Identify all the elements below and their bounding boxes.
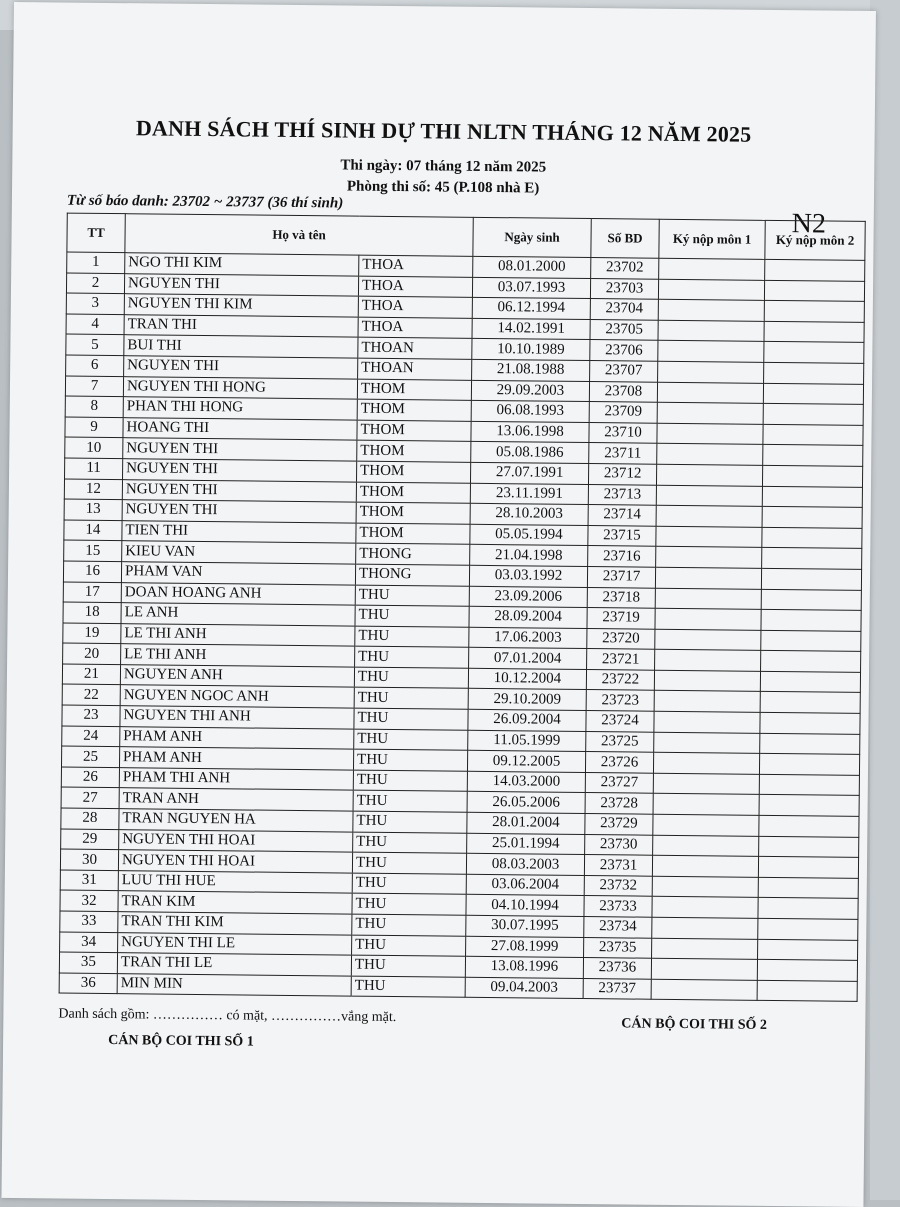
date-of-birth: 21.04.1998 — [470, 545, 588, 567]
candidate-number: 23730 — [585, 834, 653, 855]
given-name: THU — [352, 914, 466, 936]
sign-cell-2 — [759, 795, 859, 817]
family-middle-name: TRAN THI LE — [117, 953, 351, 976]
candidate-table — [59, 213, 866, 1003]
header-tt: TT — [67, 213, 125, 253]
row-number: 19 — [63, 623, 121, 644]
sign-cell-2 — [760, 671, 860, 693]
sign-cell-2 — [764, 321, 864, 343]
sign-cell-2 — [758, 918, 858, 940]
attendance-summary: Danh sách gồm: …………… có mặt, ……………vắng mặt. — [58, 1006, 397, 1026]
sign-cell-1 — [655, 588, 761, 610]
date-of-birth: 26.09.2004 — [468, 709, 586, 731]
row-number: 36 — [59, 973, 117, 994]
sign-cell-1 — [652, 938, 758, 960]
candidate-number: 23736 — [583, 958, 651, 979]
family-middle-name: NGUYEN THI — [122, 479, 356, 502]
sign-cell-1 — [658, 299, 764, 321]
background-wall-right — [870, 0, 900, 1200]
candidate-number: 23727 — [585, 772, 653, 793]
family-middle-name: NGUYEN THI HONG — [123, 376, 357, 399]
candidate-number: 23733 — [584, 896, 652, 917]
date-of-birth: 05.08.1986 — [471, 442, 589, 464]
given-name: THOM — [357, 399, 471, 421]
date-of-birth: 28.10.2003 — [470, 503, 588, 525]
header-dob: Ngày sinh — [473, 217, 591, 257]
sign-cell-2 — [761, 630, 861, 652]
row-number: 12 — [64, 479, 122, 500]
candidate-number: 23717 — [587, 566, 655, 587]
family-middle-name: PHAN THI HONG — [123, 397, 357, 420]
row-number: 33 — [60, 911, 118, 932]
family-middle-name: TRAN THI — [124, 314, 358, 337]
row-number: 1 — [67, 252, 125, 273]
family-middle-name: HOANG THI — [123, 417, 357, 440]
sign-cell-1 — [658, 341, 764, 363]
row-number: 20 — [63, 643, 121, 664]
sign-cell-1 — [658, 320, 764, 342]
family-middle-name: NGUYEN THI — [123, 459, 357, 482]
sign-cell-2 — [762, 486, 862, 508]
family-middle-name: PHAM ANH — [120, 726, 354, 749]
header-sign-1: Ký nộp môn 1 — [659, 219, 765, 259]
paper-sheet — [1, 2, 875, 1207]
row-number: 22 — [62, 685, 120, 706]
date-of-birth: 07.01.2004 — [469, 648, 587, 670]
exam-date: Thi ngày: 07 tháng 12 năm 2025 — [340, 157, 547, 176]
candidate-number: 23722 — [586, 669, 654, 690]
family-middle-name: NGUYEN THI LE — [118, 932, 352, 955]
family-middle-name: DOAN HOANG ANH — [121, 582, 355, 605]
family-middle-name: NGO THI KIM — [125, 253, 359, 276]
sign-cell-2 — [758, 939, 858, 961]
sign-cell-2 — [760, 692, 860, 714]
sign-cell-2 — [757, 960, 857, 982]
family-middle-name: LE THI ANH — [121, 644, 355, 667]
date-of-birth: 27.07.1991 — [471, 462, 589, 484]
given-name: THU — [353, 791, 467, 813]
date-of-birth: 13.06.1998 — [471, 421, 589, 443]
given-name: THOAN — [358, 337, 472, 359]
given-name: THOM — [356, 461, 470, 483]
sign-cell-2 — [758, 877, 858, 899]
given-name: THU — [354, 667, 468, 689]
sign-cell-2 — [762, 465, 862, 487]
candidate-number: 23731 — [584, 855, 652, 876]
row-number: 7 — [65, 376, 123, 397]
sign-cell-1 — [651, 958, 757, 980]
given-name: THU — [353, 770, 467, 792]
date-of-birth: 17.06.2003 — [469, 627, 587, 649]
family-middle-name: NGUYEN THI — [122, 500, 356, 523]
sign-cell-2 — [760, 733, 860, 755]
date-of-birth: 14.03.2000 — [467, 771, 585, 793]
sign-cell-2 — [764, 362, 864, 384]
sign-cell-2 — [763, 424, 863, 446]
date-of-birth: 27.08.1999 — [466, 936, 584, 958]
sign-cell-2 — [765, 259, 865, 281]
row-number: 29 — [61, 829, 119, 850]
family-middle-name: LE THI ANH — [121, 623, 355, 646]
date-of-birth: 06.08.1993 — [471, 400, 589, 422]
sign-cell-1 — [653, 794, 759, 816]
sign-cell-2 — [762, 506, 862, 528]
handwritten-mark: N2 — [791, 208, 827, 240]
candidate-number: 23709 — [589, 402, 657, 423]
family-middle-name: NGUYEN THI HOAI — [119, 829, 353, 852]
table-body — [59, 252, 865, 1002]
date-of-birth: 08.03.2003 — [466, 854, 584, 876]
candidate-number: 23725 — [586, 731, 654, 752]
invigilator-2-label: CÁN BỘ COI THI SỐ 2 — [621, 1016, 768, 1033]
family-middle-name: NGUYEN ANH — [120, 665, 354, 688]
sign-cell-2 — [761, 568, 861, 590]
family-middle-name: PHAM ANH — [119, 747, 353, 770]
sign-cell-1 — [654, 670, 760, 692]
date-of-birth: 03.06.2004 — [466, 874, 584, 896]
given-name: THOA — [358, 317, 472, 339]
exam-room: Phòng thi số: 45 (P.108 nhà E) — [346, 178, 540, 197]
candidate-number: 23703 — [590, 278, 658, 299]
date-of-birth: 28.09.2004 — [469, 606, 587, 628]
family-middle-name: BUI THI — [124, 335, 358, 358]
family-middle-name: PHAM THI ANH — [119, 767, 353, 790]
sign-cell-1 — [655, 608, 761, 630]
given-name: THU — [355, 605, 469, 627]
candidate-number: 23719 — [587, 608, 655, 629]
given-name: THU — [353, 749, 467, 771]
header-sbd: Số BD — [591, 219, 659, 259]
given-name: THU — [354, 708, 468, 730]
candidate-number: 23728 — [585, 793, 653, 814]
row-number: 32 — [60, 890, 118, 911]
family-middle-name: NGUYEN THI HOAI — [118, 850, 352, 873]
sign-cell-1 — [657, 402, 763, 424]
given-name: THOA — [359, 255, 473, 277]
sign-cell-2 — [764, 280, 864, 302]
given-name: THOM — [357, 420, 471, 442]
sign-cell-2 — [759, 815, 859, 837]
row-number: 31 — [60, 870, 118, 891]
sign-cell-2 — [759, 754, 859, 776]
candidate-number: 23702 — [591, 258, 659, 279]
family-middle-name: NGUYEN THI KIM — [124, 294, 358, 317]
candidate-number: 23737 — [583, 978, 651, 999]
row-number: 11 — [65, 458, 123, 479]
date-of-birth: 03.03.1992 — [469, 565, 587, 587]
given-name: THU — [355, 646, 469, 668]
candidate-number: 23711 — [589, 443, 657, 464]
row-number: 28 — [61, 808, 119, 829]
family-middle-name: TRAN KIM — [118, 891, 352, 914]
sign-cell-1 — [653, 752, 759, 774]
row-number: 2 — [66, 273, 124, 294]
sign-cell-1 — [659, 258, 765, 280]
sign-cell-2 — [761, 609, 861, 631]
given-name: THU — [354, 688, 468, 710]
candidate-number: 23704 — [590, 299, 658, 320]
candidate-number: 23713 — [588, 484, 656, 505]
given-name: THU — [353, 832, 467, 854]
date-of-birth: 10.12.2004 — [468, 668, 586, 690]
sign-cell-1 — [658, 279, 764, 301]
candidate-number: 23716 — [588, 546, 656, 567]
row-number: 4 — [66, 314, 124, 335]
family-middle-name: NGUYEN THI — [124, 273, 358, 296]
given-name: THU — [353, 811, 467, 833]
given-name: THU — [352, 873, 466, 895]
sign-cell-2 — [757, 980, 857, 1002]
header-sign-2: Ký nộp môn 2 — [765, 220, 865, 260]
sign-cell-2 — [761, 651, 861, 673]
candidate-number: 23732 — [584, 875, 652, 896]
family-middle-name: LUU THI HUE — [118, 870, 352, 893]
family-middle-name: NGUYEN THI ANH — [120, 706, 354, 729]
date-of-birth: 13.08.1996 — [465, 956, 583, 978]
candidate-number: 23729 — [585, 814, 653, 835]
row-number: 26 — [61, 767, 119, 788]
sign-cell-2 — [764, 342, 864, 364]
sign-cell-1 — [655, 650, 761, 672]
date-of-birth: 09.12.2005 — [467, 751, 585, 773]
date-of-birth: 23.09.2006 — [469, 586, 587, 608]
date-of-birth: 03.07.1993 — [472, 277, 590, 299]
row-number: 18 — [63, 602, 121, 623]
sign-cell-1 — [653, 814, 759, 836]
sign-cell-2 — [762, 548, 862, 570]
sign-cell-2 — [758, 898, 858, 920]
candidate-number: 23714 — [588, 505, 656, 526]
date-of-birth: 21.08.1988 — [472, 359, 590, 381]
invigilator-1-label: CÁN BỘ COI THI SỐ 1 — [108, 1033, 254, 1050]
sign-cell-1 — [656, 464, 762, 486]
sign-cell-1 — [658, 361, 764, 383]
family-middle-name: MIN MIN — [117, 973, 351, 996]
row-number: 14 — [64, 520, 122, 541]
row-number: 13 — [64, 499, 122, 520]
candidate-number: 23723 — [586, 690, 654, 711]
row-number: 27 — [61, 787, 119, 808]
row-number: 17 — [63, 582, 121, 603]
row-number: 15 — [64, 540, 122, 561]
row-number: 21 — [62, 664, 120, 685]
family-middle-name: TRAN NGUYEN HA — [119, 809, 353, 832]
sign-cell-1 — [652, 897, 758, 919]
given-name: THONG — [355, 564, 469, 586]
row-number: 8 — [65, 396, 123, 417]
sign-cell-2 — [763, 383, 863, 405]
row-number: 3 — [66, 293, 124, 314]
candidate-number: 23715 — [588, 525, 656, 546]
sign-cell-2 — [764, 301, 864, 323]
date-of-birth: 28.01.2004 — [467, 812, 585, 834]
sign-cell-2 — [758, 857, 858, 879]
sign-cell-2 — [759, 774, 859, 796]
candidate-number: 23726 — [585, 752, 653, 773]
row-number: 34 — [60, 932, 118, 953]
given-name: THOM — [357, 440, 471, 462]
sign-cell-1 — [655, 567, 761, 589]
date-of-birth: 06.12.1994 — [472, 298, 590, 320]
date-of-birth: 25.01.1994 — [467, 833, 585, 855]
given-name: THOM — [357, 379, 471, 401]
sign-cell-1 — [654, 691, 760, 713]
header-name: Họ và tên — [125, 214, 473, 257]
candidate-number: 23724 — [586, 711, 654, 732]
sign-cell-1 — [652, 876, 758, 898]
sign-cell-1 — [653, 835, 759, 857]
candidate-number: 23710 — [589, 422, 657, 443]
given-name: THU — [355, 626, 469, 648]
date-of-birth: 05.05.1994 — [470, 524, 588, 546]
candidate-number: 23734 — [584, 917, 652, 938]
family-middle-name: TRAN ANH — [119, 788, 353, 811]
sign-cell-1 — [652, 917, 758, 939]
given-name: THOM — [356, 482, 470, 504]
date-of-birth: 23.11.1991 — [470, 483, 588, 505]
sign-cell-1 — [653, 773, 759, 795]
candidate-number: 23706 — [590, 340, 658, 361]
row-number: 23 — [62, 705, 120, 726]
date-of-birth: 14.02.1991 — [472, 318, 590, 340]
sign-cell-1 — [651, 979, 757, 1001]
given-name: THU — [352, 852, 466, 874]
sign-cell-1 — [657, 382, 763, 404]
sign-cell-2 — [761, 589, 861, 611]
family-middle-name: PHAM VAN — [121, 562, 355, 585]
given-name: THOA — [358, 276, 472, 298]
sign-cell-2 — [759, 836, 859, 858]
candidate-number: 23720 — [587, 628, 655, 649]
sign-cell-2 — [763, 404, 863, 426]
candidate-number: 23708 — [589, 381, 657, 402]
given-name: THONG — [356, 543, 470, 565]
family-middle-name: TIEN THI — [122, 520, 356, 543]
date-of-birth: 30.07.1995 — [466, 915, 584, 937]
row-number: 24 — [62, 726, 120, 747]
date-of-birth: 09.04.2003 — [465, 977, 583, 999]
family-middle-name: TRAN THI KIM — [118, 912, 352, 935]
sign-cell-1 — [656, 505, 762, 527]
sign-cell-1 — [654, 732, 760, 754]
sign-cell-2 — [760, 712, 860, 734]
candidate-number: 23721 — [587, 649, 655, 670]
sign-cell-2 — [762, 527, 862, 549]
sign-cell-1 — [655, 629, 761, 651]
sign-cell-1 — [654, 711, 760, 733]
sign-cell-1 — [656, 485, 762, 507]
date-of-birth: 04.10.1994 — [466, 895, 584, 917]
sign-cell-1 — [656, 547, 762, 569]
date-of-birth: 11.05.1999 — [468, 730, 586, 752]
given-name: THOA — [358, 296, 472, 318]
family-middle-name: NGUYEN THI — [123, 438, 357, 461]
given-name: THU — [352, 935, 466, 957]
candidate-number: 23718 — [587, 587, 655, 608]
candidate-number: 23705 — [590, 319, 658, 340]
row-number: 9 — [65, 417, 123, 438]
given-name: THOAN — [358, 358, 472, 380]
given-name: THOM — [356, 523, 470, 545]
sign-cell-2 — [763, 445, 863, 467]
row-number: 25 — [61, 746, 119, 767]
candidate-number-range: Từ số báo danh: 23702 ~ 23737 (36 thí sinh) — [66, 192, 344, 212]
date-of-birth: 29.10.2009 — [468, 689, 586, 711]
row-number: 35 — [59, 952, 117, 973]
row-number: 16 — [63, 561, 121, 582]
given-name: THU — [351, 955, 465, 977]
family-middle-name: LE ANH — [121, 603, 355, 626]
given-name: THU — [354, 729, 468, 751]
document-title: DANH SÁCH THÍ SINH DỰ THI NLTN THÁNG 12 NĂM 2025 — [135, 115, 752, 147]
sign-cell-1 — [652, 855, 758, 877]
given-name: THOM — [356, 502, 470, 524]
row-number: 30 — [60, 849, 118, 870]
date-of-birth: 10.10.1989 — [472, 339, 590, 361]
row-number: 10 — [65, 437, 123, 458]
family-middle-name: KIEU VAN — [122, 541, 356, 564]
sign-cell-1 — [657, 444, 763, 466]
row-number: 6 — [66, 355, 124, 376]
date-of-birth: 29.09.2003 — [471, 380, 589, 402]
family-middle-name: NGUYEN NGOC ANH — [120, 685, 354, 708]
given-name: THU — [355, 585, 469, 607]
family-middle-name: NGUYEN THI — [124, 356, 358, 379]
row-number: 5 — [66, 334, 124, 355]
candidate-number: 23712 — [588, 463, 656, 484]
sign-cell-1 — [656, 526, 762, 548]
sign-cell-1 — [657, 423, 763, 445]
date-of-birth: 26.05.2006 — [467, 792, 585, 814]
given-name: THU — [352, 893, 466, 915]
candidate-number: 23735 — [584, 937, 652, 958]
given-name: THU — [351, 976, 465, 998]
date-of-birth: 08.01.2000 — [473, 256, 591, 278]
candidate-number: 23707 — [590, 361, 658, 382]
